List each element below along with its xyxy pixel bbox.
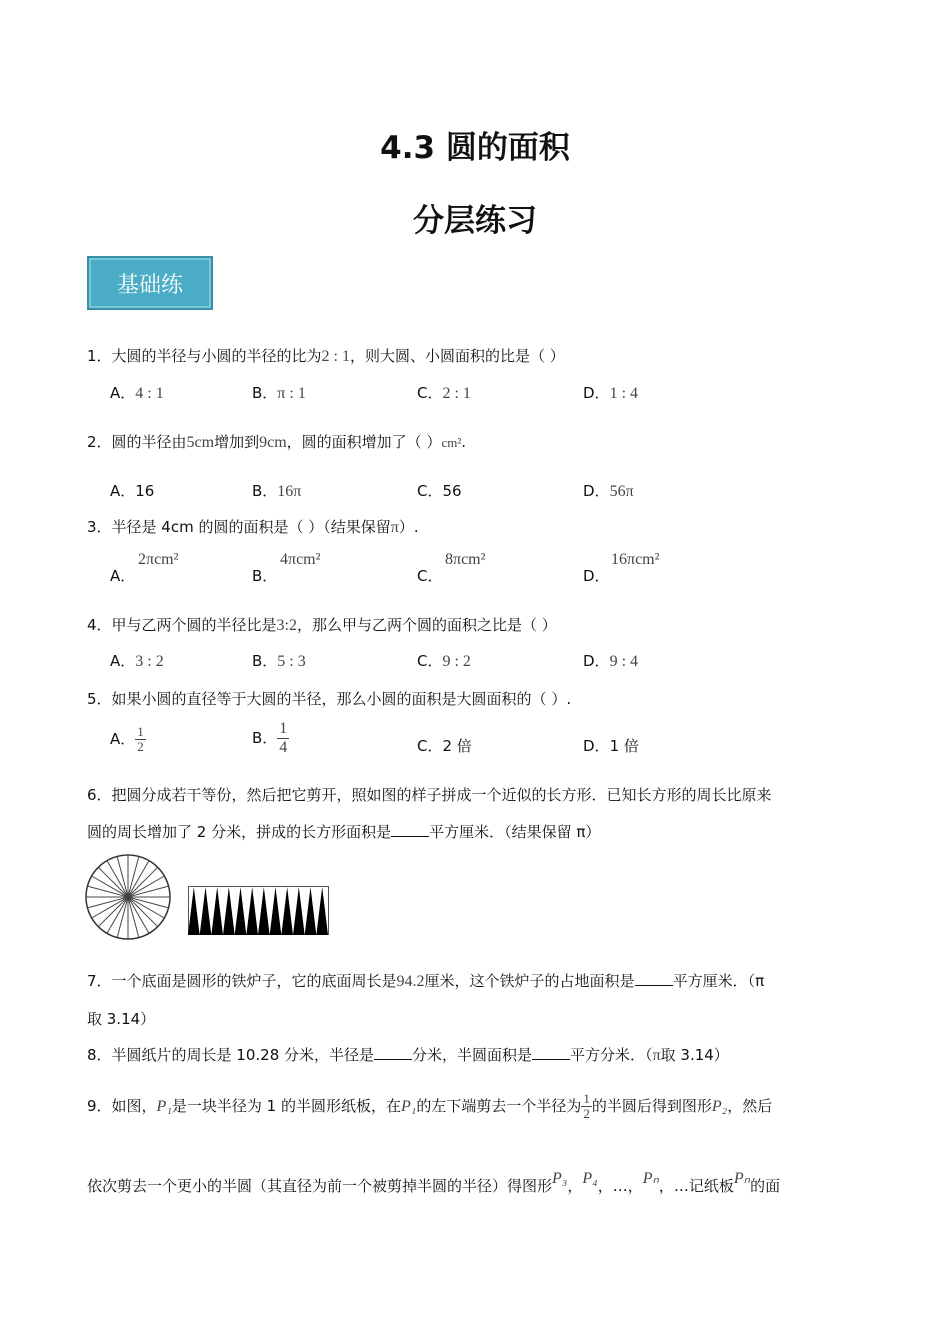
q2-option-b[interactable]: B．16π [252,482,302,500]
q2-option-d[interactable]: D．56π [583,482,634,500]
q3-option-d[interactable]: D． [583,567,610,585]
answer-blank[interactable] [532,1045,570,1060]
q3-option-d-value: 16πcm² [611,551,660,568]
question-3: 3．半径是 4cm 的圆的面积是（ ）（结果保留π）. [87,518,419,536]
q3-option-b[interactable]: B． [252,567,278,585]
question-7-line2: 取 3.14） [87,1010,156,1028]
answer-blank[interactable] [635,971,673,986]
question-7: 7．一个底面是圆形的铁炉子，它的底面周长是94.2厘米，这个铁炉子的占地面积是 平方厘米．（π [87,972,765,990]
q1-option-b[interactable]: B．π : 1 [252,384,306,402]
q5-option-c[interactable]: C．2 倍 [417,737,472,755]
question-1: 1．大圆的半径与小圆的半径的比为2 : 1，则大圆、小圆面积的比是（ ） [87,347,565,365]
question-8: 8．半圆纸片的周长是 10.28 分米，半径是 分米，半圆面积是 平方分米．（π取 3.14） [87,1046,729,1064]
answer-blank[interactable] [391,822,429,837]
q3-option-c-value: 8πcm² [445,551,486,568]
question-9-line2: 依次剪去一个更小的半圆（其直径为前一个被剪掉半圆的半径）得图形P₃，P₄，…，Pₙ，…记纸板Pₙ的面 [87,1170,781,1195]
q5-option-b[interactable]: B． $\frac{1}{4}$ [252,720,288,756]
rearranged-rectangle-figure [188,886,330,936]
divided-circle-figure [84,853,174,943]
q4-option-c[interactable]: C．9 : 2 [417,652,471,670]
q3-option-a[interactable]: A． [110,567,136,585]
page-title: 4.3 圆的面积 [380,130,570,166]
q1-option-d[interactable]: D．1 : 4 [583,384,639,402]
q5-option-a[interactable]: A． $\frac{1}{2}$ [110,724,144,754]
question-6-line1: 6．把圆分成若干等份，然后把它剪开，照如图的样子拼成一个近似的长方形．已知长方形的周长比原来 [87,786,772,804]
q1-option-a[interactable]: A．4 : 1 [110,384,164,402]
q3-option-c[interactable]: C． [417,567,443,585]
question-5: 5．如果小圆的直径等于大圆的半径，那么小圆的面积是大圆面积的（ ）. [87,690,572,708]
q4-option-d[interactable]: D．9 : 4 [583,652,639,670]
q3-option-b-value: 4πcm² [280,551,321,568]
q1-option-c[interactable]: C．2 : 1 [417,384,471,402]
question-4: 4．甲与乙两个圆的半径比是3:2，那么甲与乙两个圆的面积之比是（ ） [87,616,557,634]
question-9-line1: 9．如图，P₁是一块半径为 1 的半圆形纸板，在P₁的左下端剪去一个半径为 $\frac{1}{2}$ 的半圆后得到图形P₂，然后 [87,1091,773,1121]
q4-option-a[interactable]: A．3 : 2 [110,652,164,670]
question-2: 2．圆的半径由5cm增加到9cm，圆的面积增加了（ ）cm². [87,433,466,451]
question-6-line2: 圆的周长增加了 2 分米，拼成的长方形面积是 平方厘米．（结果保留 π） [87,823,601,841]
section-badge: 基础练 [87,256,213,310]
q2-option-c[interactable]: C．56 [417,482,462,500]
q4-option-b[interactable]: B．5 : 3 [252,652,306,670]
q3-option-a-value: 2πcm² [138,551,179,568]
answer-blank[interactable] [374,1045,412,1060]
page-subtitle: 分层练习 [413,203,537,239]
q2-option-a[interactable]: A．16 [110,482,155,500]
q5-option-d[interactable]: D．1 倍 [583,737,639,755]
